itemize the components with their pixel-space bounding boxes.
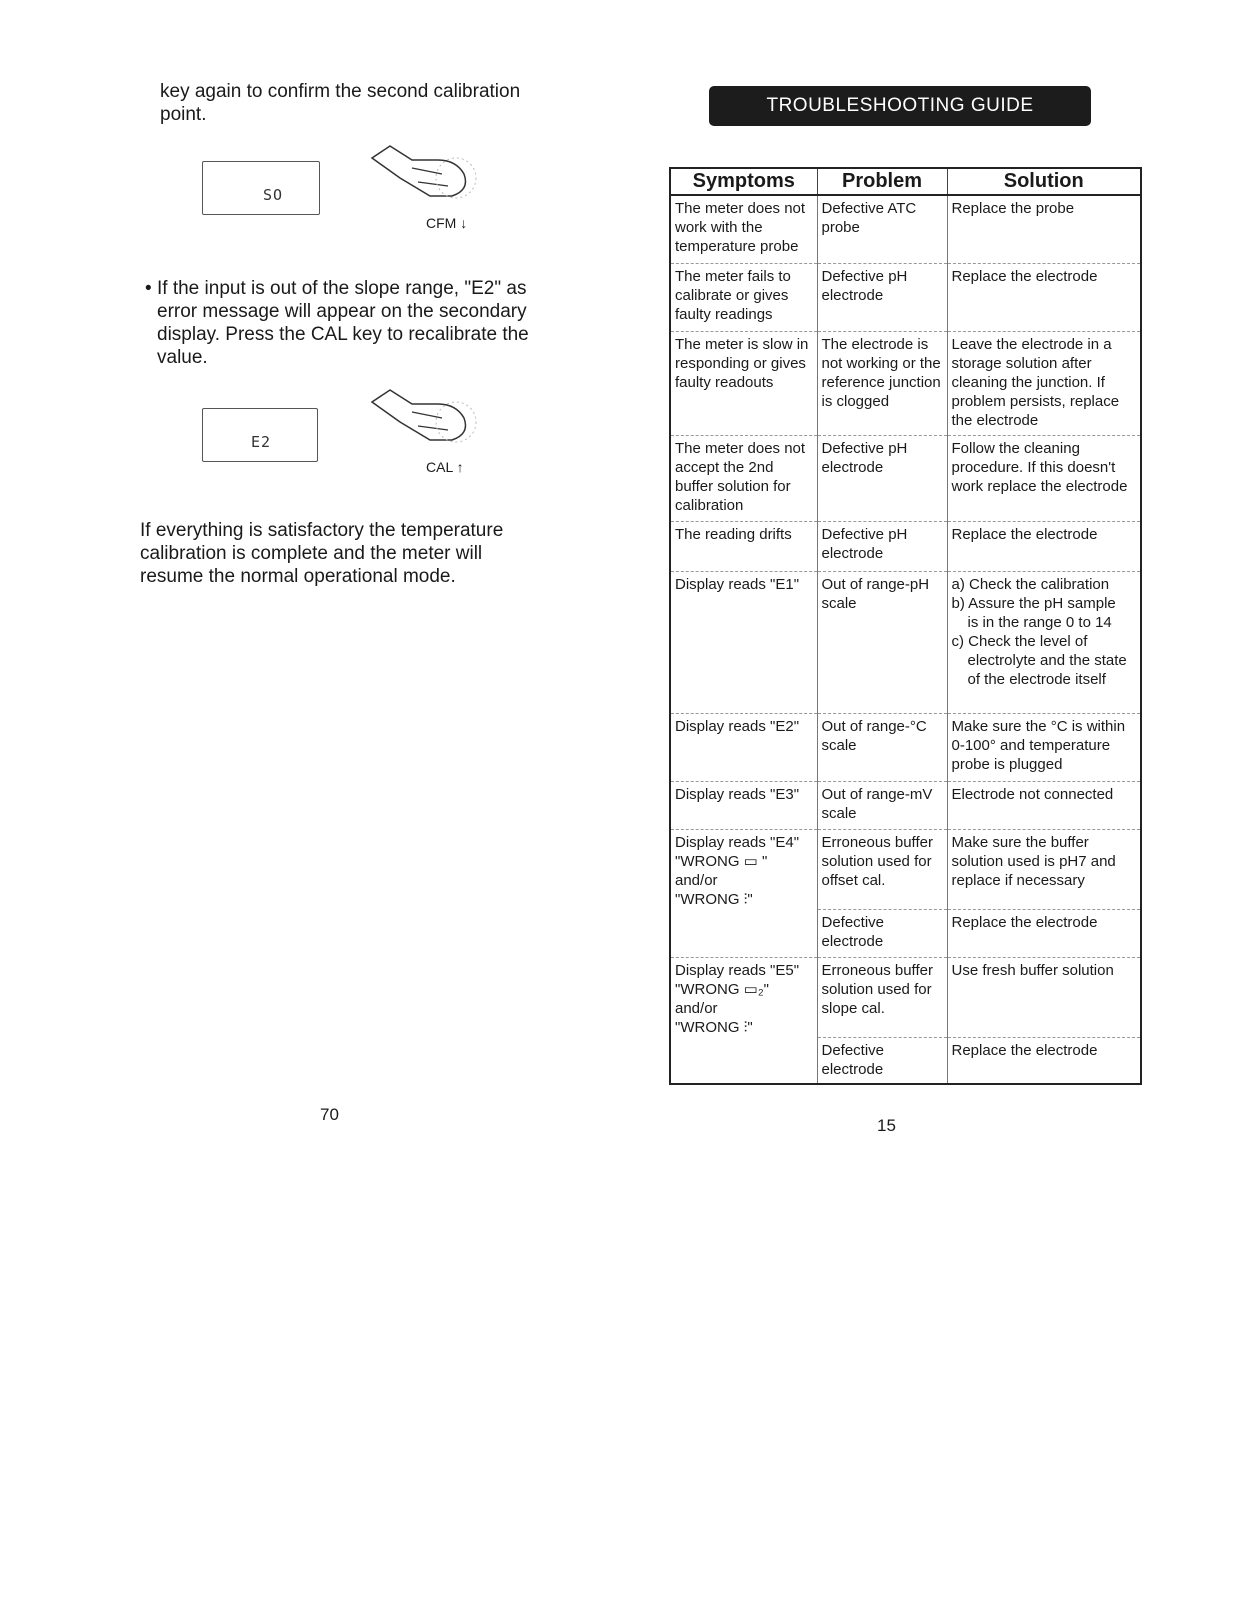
symptom-cell: Display reads "E1" xyxy=(670,571,817,713)
solution-line: electrolyte and the state of the electrode itself xyxy=(967,651,1127,688)
table-row xyxy=(670,331,1141,435)
pointing-hand-icon xyxy=(360,382,480,462)
lcd-display-cfm xyxy=(202,161,320,215)
problem-cell: Out of range-°C scale xyxy=(817,713,947,781)
solution-cell: Replace the electrode xyxy=(947,263,1141,331)
problem-cell: The electrode is not working or the reference junction is clogged xyxy=(817,331,947,435)
solution-cell: Replace the electrode xyxy=(947,909,1141,957)
cfm-key-label: CFM ↓ xyxy=(426,215,468,231)
symptom-cell: Display reads "E2" xyxy=(670,713,817,781)
symptom-cell: Display reads "E3" xyxy=(670,781,817,829)
table-row xyxy=(670,781,1141,829)
solution-line: b) Assure the pH sample xyxy=(951,594,1116,612)
problem-cell: Defective pH electrode xyxy=(817,521,947,571)
table-row xyxy=(670,263,1141,331)
problem-cell: Defective pH electrode xyxy=(817,435,947,521)
table-row xyxy=(670,195,1141,263)
problem-cell: Out of range-pH scale xyxy=(817,571,947,713)
symptom-cell: The meter does not work with the temperature probe xyxy=(670,195,817,263)
symptom-line: and/or xyxy=(675,999,718,1017)
solution-cell: Make sure the °C is within 0-100° and temperature probe is plugged xyxy=(947,713,1141,781)
symptom-line: "WRONG ⫶" xyxy=(675,890,753,908)
problem-cell: Defective electrode xyxy=(817,1037,947,1084)
problem-cell: Defective pH electrode xyxy=(817,263,947,331)
solution-line: c) Check the level of xyxy=(951,632,1088,650)
problem-cell: Defective ATC probe xyxy=(817,195,947,263)
intro-text: key again to confirm the second calibration point. xyxy=(160,81,521,125)
troubleshooting-banner: TROUBLESHOOTING GUIDE xyxy=(709,86,1091,126)
solution-cell: Electrode not connected xyxy=(947,781,1141,829)
solution-cell: Leave the electrode in a storage solution after cleaning the junction. If problem persists, replace the electrode xyxy=(947,331,1141,435)
problem-cell: Erroneous buffer solution used for offset cal. xyxy=(817,829,947,909)
header-solution: Solution xyxy=(947,168,1141,195)
solution-cell: Make sure the buffer solution used is pH7 and replace if necessary xyxy=(947,829,1141,909)
symptom-cell: The meter is slow in responding or gives faulty readouts xyxy=(670,331,817,435)
symptom-line: "WRONG ⫶" xyxy=(675,1018,753,1036)
symptom-cell: The meter does not accept the 2nd buffer solution for calibration xyxy=(670,435,817,521)
solution-cell: Replace the electrode xyxy=(951,1041,1098,1059)
lcd-text: E2 xyxy=(251,433,272,451)
lcd-display-cal xyxy=(202,408,318,462)
solution-cell: Use fresh buffer solution xyxy=(947,957,1141,1037)
table-header-row xyxy=(670,168,1141,195)
header-problem: Problem xyxy=(817,168,947,195)
cal-key-label: CAL ↑ xyxy=(426,459,464,475)
table-row xyxy=(670,713,1141,781)
symptom-line: and/or xyxy=(675,871,718,889)
left-page-number: 70 xyxy=(320,1105,339,1124)
symptom-line: Display reads "E5" xyxy=(675,961,800,979)
bullet-text: • If the input is out of the slope range, "E2" as error message will appear on the secondary display. Press the CAL key to recalibrate the value. xyxy=(145,278,529,368)
lcd-text: SO xyxy=(263,186,284,204)
solution-cell: Follow the cleaning procedure. If this doesn't work replace the electrode xyxy=(947,435,1141,521)
symptom-cell xyxy=(670,829,817,957)
symptom-line: "WRONG ▭ " xyxy=(675,852,768,870)
table-row xyxy=(670,435,1141,521)
right-page-number: 15 xyxy=(877,1116,896,1135)
solution-cell xyxy=(947,571,1141,713)
troubleshooting-table xyxy=(669,167,1142,1085)
symptom-line: Display reads "E4" xyxy=(675,833,800,851)
header-symptoms: Symptoms xyxy=(670,168,817,195)
pointing-hand-icon xyxy=(360,138,480,218)
problem-cell: Defective electrode xyxy=(817,909,947,957)
problem-cell: Erroneous buffer solution used for slope cal. xyxy=(817,957,947,1037)
symptom-cell xyxy=(670,957,817,1084)
table-row xyxy=(670,829,1141,909)
table-row xyxy=(670,957,1141,1037)
solution-cell: Replace the electrode xyxy=(947,521,1141,571)
symptom-cell: The reading drifts xyxy=(670,521,817,571)
table-row xyxy=(670,521,1141,571)
closing-text: If everything is satisfactory the temperature calibration is complete and the meter will resume the normal operational mode. xyxy=(140,520,504,587)
solution-line: is in the range 0 to 14 xyxy=(967,613,1112,631)
symptom-line: "WRONG ▭₂" xyxy=(675,980,769,998)
symptom-cell: The meter fails to calibrate or gives faulty readings xyxy=(670,263,817,331)
table-row xyxy=(670,571,1141,713)
solution-line: a) Check the calibration xyxy=(951,575,1110,593)
solution-cell: Replace the probe xyxy=(947,195,1141,263)
problem-cell: Out of range-mV scale xyxy=(817,781,947,829)
